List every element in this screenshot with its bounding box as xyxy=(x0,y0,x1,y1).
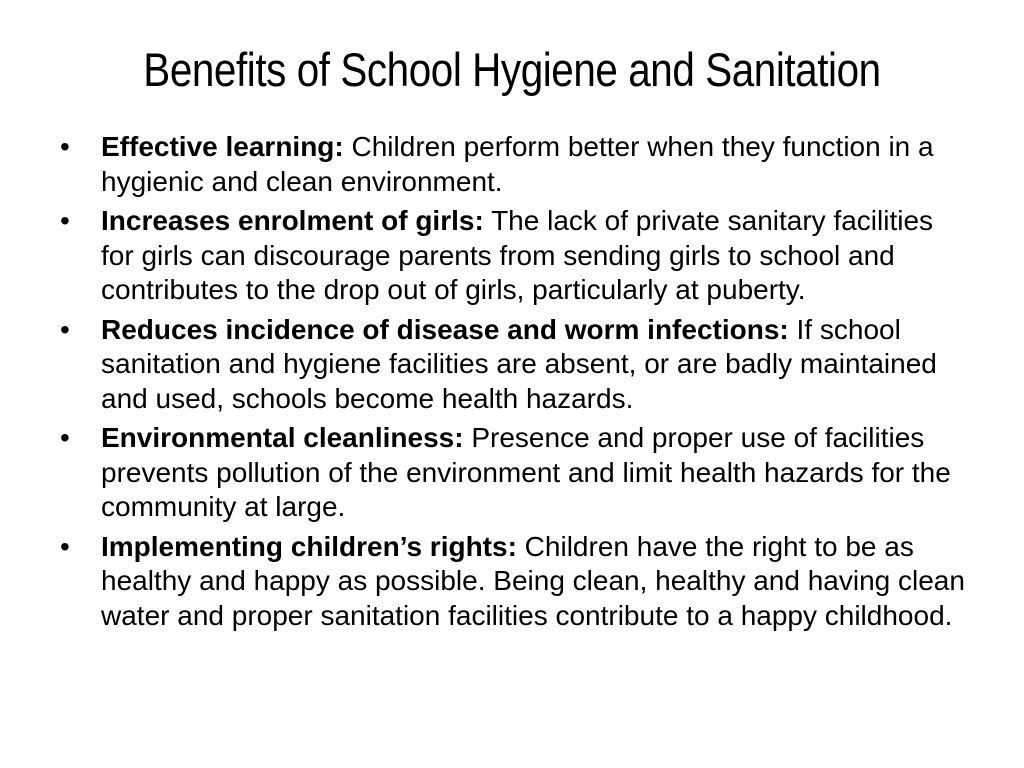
bullet-text: Children perform better when they function in a hygienic and clean environment. xyxy=(101,131,934,197)
bullet-icon: • xyxy=(60,313,70,345)
bullet-icon: • xyxy=(60,530,70,562)
bullet-heading: Effective learning: xyxy=(101,131,344,162)
slide-title: Benefits of School Hygiene and Sanitation xyxy=(143,43,881,96)
bullet-text: Children have the right to be as healthy and happy as possible. Being clean, healthy and having clean water and proper sanitation facilities contribute to a happy childhood. xyxy=(101,530,965,631)
bullet-item-environmental-cleanliness xyxy=(60,421,970,525)
bullet-item-effective-learning xyxy=(60,130,970,199)
bullet-icon: • xyxy=(60,422,70,453)
bullet-icon: • xyxy=(60,131,70,162)
bullet-heading: Environmental cleanliness: xyxy=(101,422,464,453)
bullet-text: If school sanitation and hygiene facilities are absent, or are badly maintained and used, schools become health hazards. xyxy=(101,313,937,414)
bullet-heading: Implementing children’s rights: xyxy=(101,530,517,562)
bullet-item-disease-reduction xyxy=(60,313,970,417)
bullet-heading: Increases enrolment of girls: xyxy=(101,205,484,236)
bullet-icon: • xyxy=(60,205,70,236)
bullet-text: The lack of private sanitary facilities for girls can discourage parents from sending girls to school and contributes to the drop out of girls, particularly at puberty. xyxy=(101,205,934,305)
bullet-text: Presence and proper use of facilities prevents pollution of the environment and limit health hazards for the community at large. xyxy=(101,422,951,522)
bullet-heading: Reduces incidence of disease and worm infections: xyxy=(101,313,789,345)
bullet-item-childrens-rights xyxy=(60,530,970,634)
bullet-list xyxy=(60,130,970,638)
bullet-item-girls-enrolment xyxy=(60,204,970,308)
